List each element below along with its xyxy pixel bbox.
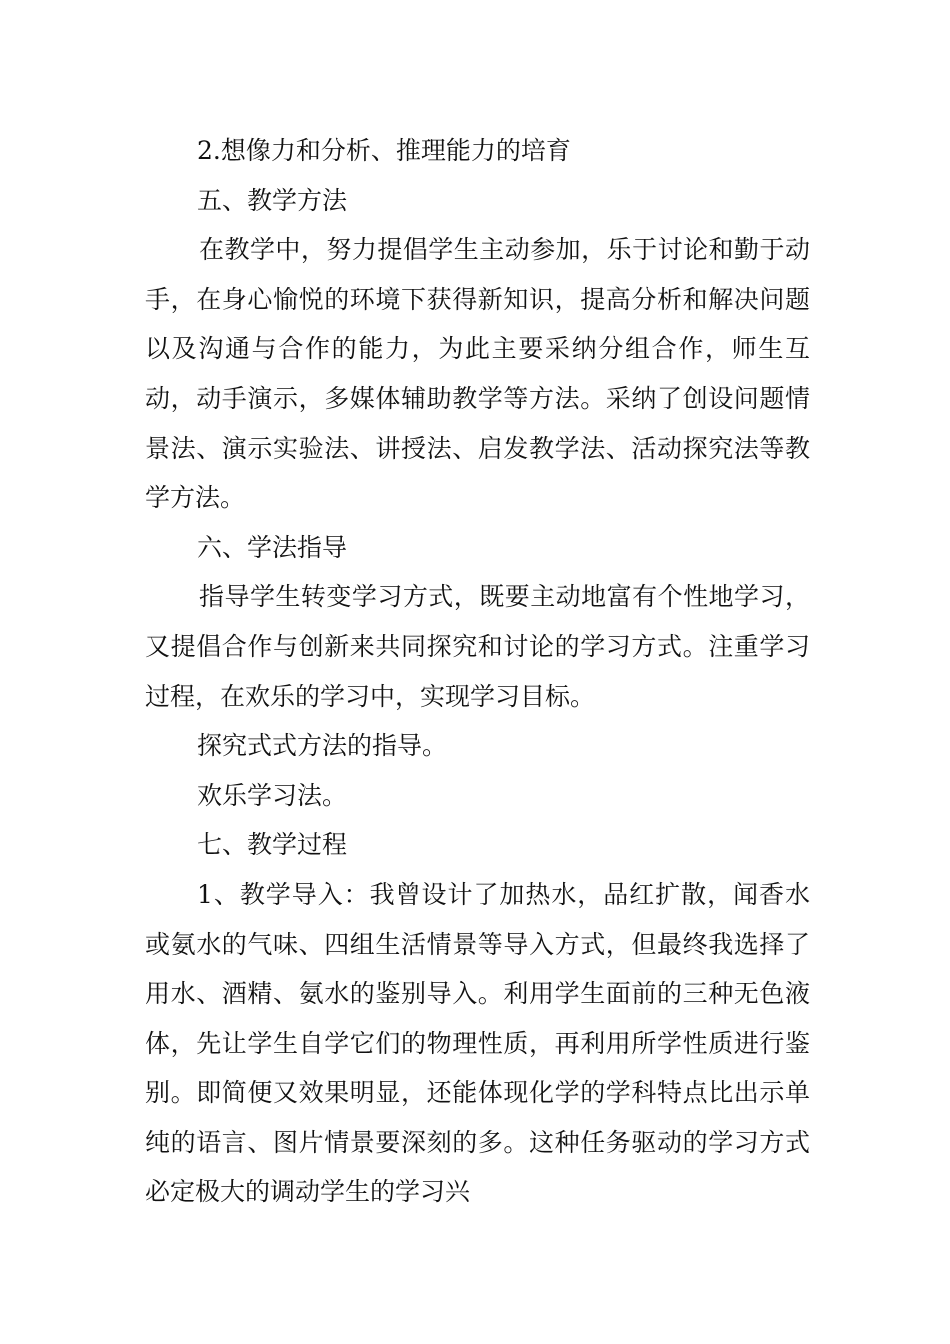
heading-teaching-methods: 五、教学方法 [197,185,348,215]
paragraph-teaching-introduction: 1、教学导入：我曾设计了加热水，品红扩散，闻香水或氨水的气味、四组生活情景等导入方式，但最终我选择了用水、酒精、氨水的鉴别导入。利用学生面前的三种无色液体，先让学生自学它们的物理性质，再利用所学性质进行鉴别。即简便又效果明显，还能体现化学的学科特点比出示单纯的语言、图片情景要深刻的多。这种任务驱动的学习方式必定极大的调动学生的学习兴 [145,879,810,1207]
document-body [145,126,810,1217]
paragraph-teaching-methods: 在教学中，努力提倡学生主动参加，乐于讨论和勤于动手，在身心愉悦的环境下获得新知识，提高分析和解决问题以及沟通与合作的能力，为此主要采纳分组合作，师生互动，动手演示，多媒体辅助教学等方法。采纳了创设问题情景法、演示实验法、讲授法、启发教学法、活动探究法等教学方法。 [145,235,810,513]
paragraph-inquiry-method: 探究式式方法的指导。 [197,731,448,761]
heading-teaching-process: 七、教学过程 [197,830,348,860]
paragraph-happy-learning: 欢乐学习法。 [197,780,348,810]
paragraph-ability-training: 2.想像力和分析、推理能力的培育 [197,136,571,165]
heading-learning-guidance: 六、学法指导 [197,532,348,562]
paragraph-learning-guidance: 指导学生转变学习方式，既要主动地富有个性地学习，又提倡合作与创新来共同探究和讨论的学习方式。注重学习过程，在欢乐的学习中，实现学习目标。 [145,582,810,711]
